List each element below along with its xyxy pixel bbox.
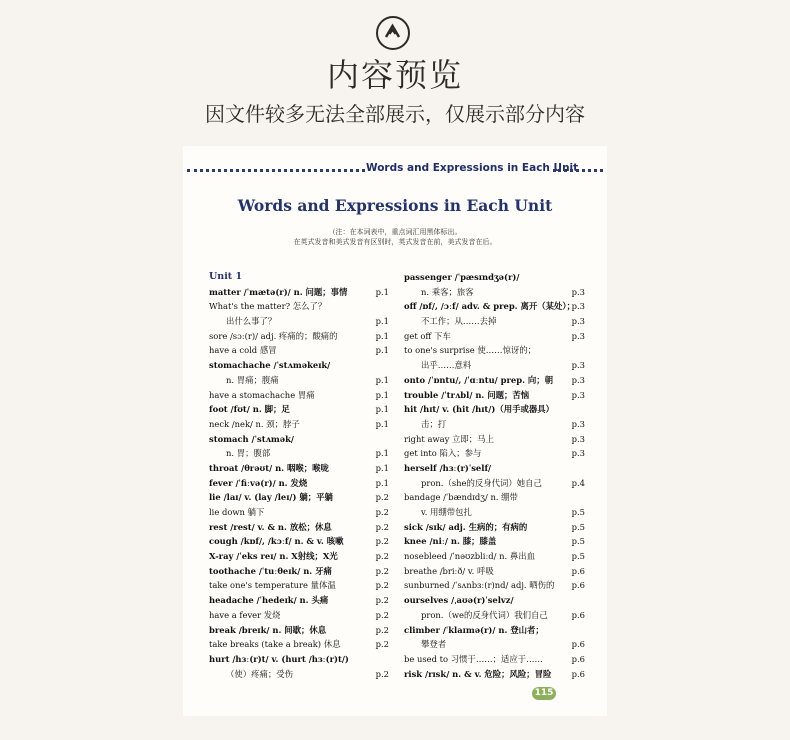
entry-page-ref: p.4: [571, 477, 585, 488]
entry-page-ref: p.3: [571, 301, 585, 312]
entry-page-ref: p.1: [375, 389, 389, 400]
entry-page-ref: p.3: [571, 389, 585, 400]
entry-page-ref: p.6: [571, 668, 585, 679]
entry-page-ref: p.1: [375, 462, 389, 473]
entry-text: onto /ˈɒntu/, /ˈɑːntu/ prep. 向；朝: [404, 374, 554, 385]
vocab-entry: [404, 417, 585, 432]
entry-page-ref: p.2: [375, 565, 389, 576]
entry-page-ref: p.2: [375, 536, 389, 547]
entry-text: take one's temperature 量体温: [209, 580, 336, 591]
entry-page-ref: p.3: [571, 316, 585, 327]
entry-page-ref: p.1: [375, 418, 389, 429]
entry-page-ref: p.1: [375, 330, 389, 341]
vocab-entry: [209, 402, 389, 417]
vocab-entry: [209, 358, 389, 373]
vocab-entry: [209, 593, 389, 608]
vocab-entry: [209, 608, 389, 623]
page-number-badge: 115: [532, 687, 556, 700]
entry-text: passenger /ˈpæsɪndʒə(r)/: [404, 272, 520, 282]
vocab-entry: [404, 314, 585, 329]
entry-text: have a cold 感冒: [209, 345, 277, 356]
entry-page-ref: p.1: [375, 286, 389, 297]
running-header: Words and Expressions in Each Unit: [366, 162, 579, 174]
entry-text: lie /laɪ/ v. (lay /leɪ/) 躺；平躺: [209, 492, 333, 503]
entry-text: 攀登者: [421, 639, 447, 650]
vocab-entry: [209, 343, 389, 358]
entry-text: ourselves /ˌaʊə(r)ˈselvz/: [404, 595, 514, 606]
entry-page-ref: p.2: [375, 492, 389, 503]
vocab-entry: [209, 520, 389, 535]
vocab-entry: [209, 490, 389, 505]
vocab-entry: [404, 520, 585, 535]
vocab-entry: [404, 373, 585, 388]
entry-page-ref: p.1: [375, 448, 389, 459]
vocab-entry: [209, 623, 389, 638]
entry-text: risk /rɪsk/ n. & v. 危险；风险；冒险: [404, 668, 552, 679]
entry-text: What's the matter? 怎么了？: [209, 301, 327, 312]
entry-text: hurt /hɜː(r)t/ v. (hurt /hɜː(r)t/): [209, 653, 349, 664]
entry-text: cough /kɒf/, /kɔːf/ n. & v. 咳嗽: [209, 536, 344, 547]
vocab-entry: [404, 358, 585, 373]
vocab-entry: [404, 270, 585, 285]
entry-page-ref: p.5: [571, 536, 585, 547]
entry-text: hit /hɪt/ v. (hit /hɪt/)（用手或器具）: [404, 404, 554, 415]
entry-page-ref: p.6: [571, 580, 585, 591]
vocab-entry: [404, 637, 585, 652]
vocab-entry: [404, 549, 585, 564]
entry-text: trouble /ˈtrʌbl/ n. 问题；苦恼: [404, 389, 530, 400]
entry-text: X-ray /ˈeks reɪ/ n. X射线；X光: [209, 551, 338, 562]
vocab-entry: [404, 652, 585, 667]
entry-text: fever /ˈfiːvə(r)/ n. 发烧: [209, 477, 308, 488]
vocab-entry: [209, 417, 389, 432]
vocab-entry: [209, 667, 389, 682]
entry-text: have a fever 发烧: [209, 609, 281, 620]
vocab-entry: [404, 299, 585, 314]
vocab-entry: [209, 564, 389, 579]
entry-page-ref: p.5: [571, 521, 585, 532]
entry-text: 出乎……意料: [421, 360, 472, 371]
entry-text: sore /sɔː(r)/ adj. 疼痛的；酸痛的: [209, 330, 338, 341]
vocab-entry: [404, 402, 585, 417]
entry-page-ref: p.2: [375, 595, 389, 606]
entry-text: to one's surprise 使……惊讶的；: [404, 345, 537, 356]
vocab-entry: [404, 564, 585, 579]
vocab-entry: [209, 578, 389, 593]
entry-text: get off 下车: [404, 330, 451, 341]
document-page: [183, 146, 607, 716]
entry-text: neck /nek/ n. 颈；脖子: [209, 418, 300, 429]
entry-text: sunburned /ˈsʌnbɜː(r)nd/ adj. 晒伤的: [404, 580, 555, 591]
entry-text: rest /rest/ v. & n. 放松；休息: [209, 521, 332, 532]
entry-text: 击；打: [421, 418, 447, 429]
entry-text: bandage /ˈbændɪdʒ/ n. 绷带: [404, 492, 518, 503]
entry-text: break /breɪk/ n. 间歇；休息: [209, 624, 327, 635]
page-subtitle: 因文件较多无法全部展示，仅展示部分内容: [205, 102, 585, 126]
vocab-entry: [209, 476, 389, 491]
page-heading: Words and Expressions in Each Unit: [237, 196, 553, 215]
vocab-entry: [404, 608, 585, 623]
entry-page-ref: p.2: [375, 639, 389, 650]
entry-page-ref: p.6: [571, 653, 585, 664]
entry-page-ref: p.3: [571, 448, 585, 459]
chevron-up-circle-icon: [376, 16, 410, 50]
entry-text: headache /ˈhedeɪk/ n. 头痛: [209, 595, 329, 606]
entry-page-ref: p.3: [571, 286, 585, 297]
vocab-entry: [209, 299, 389, 314]
vocab-entry: [404, 623, 585, 638]
entry-text: throat /θrəʊt/ n. 咽喉；喉咙: [209, 462, 329, 473]
entry-page-ref: p.3: [571, 374, 585, 385]
vocab-entry: [404, 578, 585, 593]
entry-text: lie down 躺下: [209, 507, 265, 517]
entry-text: sick /sɪk/ adj. 生病的；有病的: [404, 521, 528, 532]
entry-text: 出什么事了？: [226, 316, 277, 327]
vocab-entry: [404, 490, 585, 505]
entry-text: stomachache /ˈstʌməkeɪk/: [209, 360, 331, 371]
vocab-entry: [209, 270, 389, 285]
right-column: [404, 270, 585, 681]
entry-page-ref: p.2: [375, 580, 389, 591]
entry-page-ref: p.5: [571, 507, 585, 517]
left-column: [209, 270, 389, 681]
vocab-entry: [404, 329, 585, 344]
entry-page-ref: p.6: [571, 639, 585, 650]
entry-page-ref: p.1: [375, 374, 389, 385]
entry-text: have a stomachache 胃痛: [209, 389, 315, 400]
vocab-entry: [404, 285, 585, 300]
entry-text: climber /ˈklaɪmə(r)/ n. 登山者；: [404, 624, 544, 635]
vocab-entry: [209, 637, 389, 652]
entry-text: v. 用绷带包扎: [421, 507, 472, 517]
vocab-entry: [404, 667, 585, 682]
entry-text: n. 胃；腹部: [226, 448, 271, 459]
vocab-entry: [404, 534, 585, 549]
entry-text: 不工作；从……去掉: [421, 316, 497, 327]
entry-text: foot /fʊt/ n. 脚；足: [209, 404, 290, 415]
entry-page-ref: p.6: [571, 565, 585, 576]
note-line-1: （注：在本词表中，重点词汇用黑体标出。: [328, 228, 462, 236]
vocab-entry: [209, 534, 389, 549]
entry-page-ref: p.6: [571, 609, 585, 620]
note-line-2: 在英式发音和美式发音有区别时，英式发音在前，美式发音在后。: [293, 238, 497, 246]
entry-text: get into 陷入；参与: [404, 448, 482, 459]
entry-page-ref: p.3: [571, 433, 585, 444]
entry-page-ref: p.3: [571, 330, 585, 341]
entry-page-ref: p.3: [571, 360, 585, 371]
entry-page-ref: p.1: [375, 345, 389, 356]
entry-page-ref: p.5: [571, 551, 585, 562]
vocab-entry: [404, 446, 585, 461]
entry-page-ref: p.2: [375, 507, 389, 517]
entry-text: stomach /ˈstʌmək/: [209, 433, 294, 444]
entry-page-ref: p.1: [375, 477, 389, 488]
vocab-entry: [404, 505, 585, 520]
entry-text: take breaks (take a break) 休息: [209, 639, 341, 650]
entry-text: toothache /ˈtuːθeɪk/ n. 牙痛: [209, 565, 332, 576]
entry-text: right away 立即；马上: [404, 433, 494, 444]
vocab-entry: [209, 388, 389, 403]
entry-text: n. 胃痛；腹痛: [226, 374, 279, 385]
entry-text: be used to 习惯于……；适应于……: [404, 653, 543, 664]
entry-text: pron.（she的反身代词）她自己: [421, 477, 542, 488]
vocab-entry: [209, 652, 389, 667]
vocab-entry: [404, 593, 585, 608]
entry-page-ref: p.1: [375, 316, 389, 327]
vocab-entry: [209, 329, 389, 344]
entry-text: （使）疼痛；受伤: [226, 668, 293, 679]
entry-text: herself /hɜː(r)ˈself/: [404, 462, 492, 473]
vocab-entry: [209, 285, 389, 300]
entry-page-ref: p.2: [375, 668, 389, 679]
vocab-entry: [209, 549, 389, 564]
vocab-entry: [209, 314, 389, 329]
entry-page-ref: p.2: [375, 551, 389, 562]
entry-page-ref: p.3: [571, 418, 585, 429]
entry-text: nosebleed /ˈnəʊzbliːd/ n. 鼻出血: [404, 551, 535, 562]
entry-text: Unit 1: [209, 271, 243, 282]
vocab-entry: [404, 432, 585, 447]
vocab-entry: [209, 505, 389, 520]
entry-page-ref: p.2: [375, 624, 389, 635]
vocab-entry: [209, 432, 389, 447]
vocab-entry: [404, 476, 585, 491]
entry-page-ref: p.2: [375, 521, 389, 532]
entry-page-ref: p.1: [375, 404, 389, 415]
entry-text: pron.（we的反身代词）我们自己: [421, 609, 548, 620]
entry-text: n. 乘客；旅客: [421, 286, 474, 297]
entry-text: matter /ˈmætə(r)/ n. 问题；事情: [209, 286, 348, 297]
vocab-entry: [404, 388, 585, 403]
vocab-entry: [404, 343, 585, 358]
vocab-entry: [209, 373, 389, 388]
entry-text: off /ɒf/, /ɔːf/ adv. & prep. 离开（某处）；: [404, 301, 575, 312]
entry-text: breathe /briːð/ v. 呼吸: [404, 565, 494, 576]
header-dots-left: [187, 169, 365, 172]
vocab-entry: [209, 461, 389, 476]
entry-page-ref: p.2: [375, 609, 389, 620]
vocab-entry: [404, 461, 585, 476]
header-dots-right: [553, 169, 603, 172]
vocab-entry: [209, 446, 389, 461]
page-title: 内容预览: [326, 56, 463, 94]
entry-text: knee /niː/ n. 膝；膝盖: [404, 536, 497, 547]
